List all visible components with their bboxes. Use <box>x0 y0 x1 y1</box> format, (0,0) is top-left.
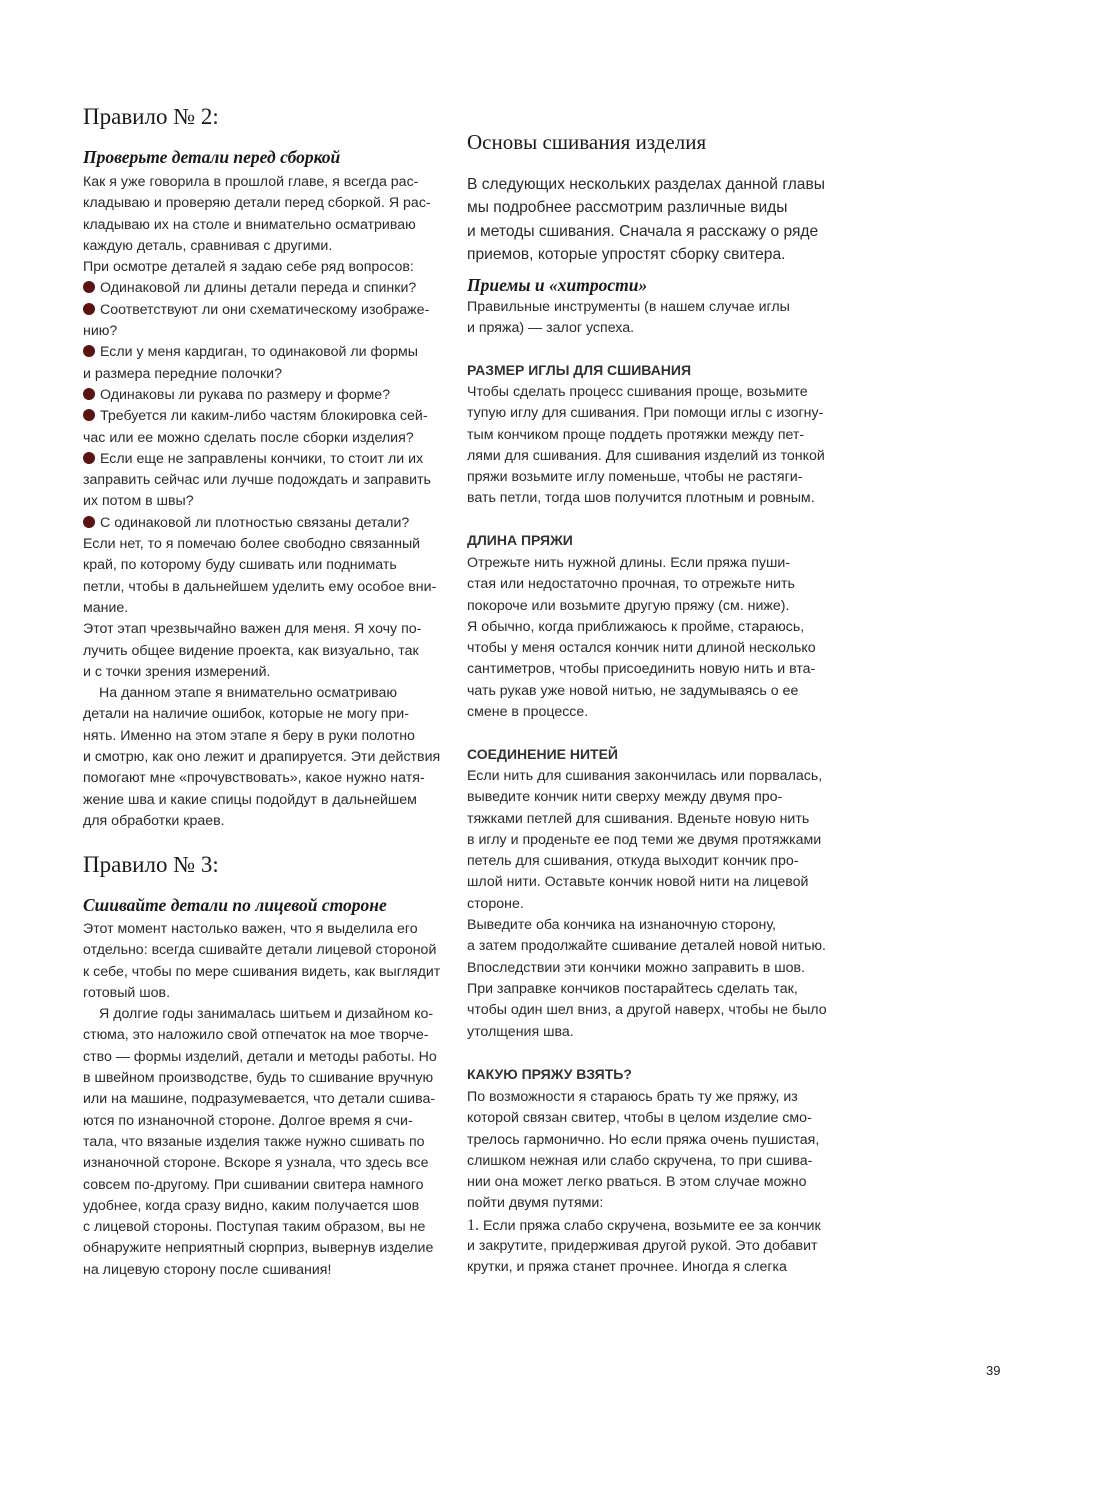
text-line: готовый шов. <box>83 984 171 1001</box>
bullet-dot-icon <box>83 516 95 528</box>
text-line: отдельно: всегда сшивайте детали лицевой стороной <box>83 942 437 959</box>
text-line: слишком нежная или слабо скручена, то при сшива- <box>467 1152 813 1169</box>
text-line: Правильные инструменты (в нашем случае иглы <box>467 299 790 315</box>
rule-3-heading: Правило № 3: <box>83 852 219 877</box>
text-line: Этот момент настолько важен, что я выделила его <box>83 921 418 937</box>
numbered-item-text: крутки, и пряжа станет прочнее. Иногда я слегка <box>467 1259 787 1276</box>
text-line: приемов, которые упростят сборку свитера. <box>467 245 786 263</box>
text-line: которой связан свитер, чтобы в целом изделие смо- <box>467 1110 812 1127</box>
text-line: помогают мне «прочувствовать», какое нужно натя- <box>83 770 425 787</box>
text-line: вать петли, тогда шов получится плотным и ровным. <box>467 490 815 507</box>
numbered-item-text: Если пряжа слабо скручена, возьмите ее за кончик <box>479 1217 821 1234</box>
needle-size-heading: РАЗМЕР ИГЛЫ ДЛЯ СШИВАНИЯ <box>467 362 692 378</box>
text-line: и смотрю, как оно лежит и драпируется. Эти действия <box>83 749 441 766</box>
text-line: кладываю их на столе и внимательно осматриваю <box>83 216 416 233</box>
text-line: мы подробнее рассмотрим различные виды <box>467 199 788 217</box>
text-line: стороне. <box>467 895 524 912</box>
yarn-length-text <box>467 553 816 723</box>
text-line: Если нить для сшивания закончилась или порвалась, <box>467 768 823 784</box>
text-line: Если нет, то я помечаю более свободно связанный <box>83 536 421 553</box>
which-yarn-text <box>467 1087 821 1279</box>
bullet-item-line <box>83 342 440 363</box>
text-line: Я обычно, когда приближаюсь к пройме, стараюсь, <box>467 618 805 635</box>
text-line: Впоследствии эти кончики можно заправить в шов. <box>467 959 805 976</box>
text-line: на лицевую сторону после сшивания! <box>83 1261 332 1278</box>
text-line: и методы сшивания. Сначала я расскажу о ряде <box>467 222 819 240</box>
bullet-item-line <box>83 406 440 427</box>
text-line: лями для сшивания. Для сшивания изделий из тонкой <box>467 447 825 464</box>
text-line: край, по которому буду сшивать или поднимать <box>83 557 397 574</box>
text-line: покороче или возьмите другую пряжу (см. ниже). <box>467 597 790 614</box>
text-line: При осмотре деталей я задаю себе ряд вопросов: <box>83 259 414 276</box>
bullet-text: Одинаковы ли рукава по размеру и форме? <box>100 386 391 403</box>
text-line: пряжи возьмите иглу поменьше, чтобы не растяги- <box>467 469 803 486</box>
tricks-subheading: Приемы и «хитрости» <box>467 275 648 295</box>
bullet-dot-icon <box>83 345 95 357</box>
text-line: Отрежьте нить нужной длины. Если пряжа пуши- <box>467 555 791 571</box>
text-line: или на машине, подразумевается, что детали сшива- <box>83 1091 436 1108</box>
text-line: а затем продолжайте сшивание деталей новой нитью. <box>467 938 826 955</box>
bullet-item-line <box>83 513 440 534</box>
text-line: При заправке кончиков постарайтесь сделать так, <box>467 980 798 997</box>
text-line: Чтобы сделать процесс сшивания проще, возьмите <box>467 384 808 400</box>
text-line: для обработки краев. <box>83 812 225 829</box>
bullet-dot-icon <box>83 452 95 464</box>
bullet-text: Если еще не заправлены кончики, то стоит ли их <box>100 450 424 467</box>
bullet-item-line <box>83 385 440 406</box>
text-line: тым кончиком проще поддеть протяжки между пет- <box>467 426 805 443</box>
text-line: к себе, чтобы по мере сшивания видеть, как выглядит <box>83 963 441 980</box>
text-line: чтобы у меня остался кончик нити длиной несколько <box>467 640 816 657</box>
text-line: трелось гармонично. Но если пряжа очень пушистая, <box>467 1131 820 1148</box>
bullet-dot-icon <box>83 409 95 421</box>
bullet-item-line <box>83 300 440 321</box>
text-line: Выведите оба кончика на изнаночную сторону, <box>467 917 776 934</box>
bullet-item-line <box>83 364 440 385</box>
text-line: удобнее, когда сразу видно, каким получается шов <box>83 1197 420 1214</box>
text-line: жение шва и какие спицы подойдут в дальнейшем <box>83 791 417 808</box>
text-line: в швейном производстве, будь то сшивание вручную <box>83 1070 434 1087</box>
text-line: и пряжа) — залог успеха. <box>467 320 635 337</box>
text-line: совсем по-другому. При сшивании свитера намного <box>83 1176 424 1193</box>
bullet-text: С одинаковой ли плотностью связаны детали? <box>100 514 410 531</box>
numbered-item-line <box>467 1236 821 1257</box>
bullet-item-line <box>83 449 440 470</box>
text-line: пойти двумя путями: <box>467 1195 604 1212</box>
text-line: мание. <box>83 599 129 616</box>
tricks-text <box>467 297 790 340</box>
text-line: тупую иглу для сшивания. При помощи иглы с изогну- <box>467 405 824 422</box>
text-line: смене в процессе. <box>467 704 589 721</box>
rule-3-subheading: Сшивайте детали по лицевой стороне <box>83 895 387 915</box>
bullet-text: Если у меня кардиган, то одинаковой ли формы <box>100 344 418 361</box>
bullet-text: и размера передние полочки? <box>83 365 282 382</box>
rule-2-body <box>83 172 440 832</box>
rule-2-heading: Правило № 2: <box>83 104 219 129</box>
text-line: нии она может легко рваться. В этом случае можно <box>467 1174 807 1191</box>
text-line: в иглу и проденьте ее под теми же двумя протяжками <box>467 831 822 848</box>
text-line: Как я уже говорила в прошлой главе, я всегда рас- <box>83 174 419 190</box>
text-line: стая или недостаточно прочная, то отрежьте нить <box>467 576 795 593</box>
text-line: петель для сшивания, откуда выходит кончик про- <box>467 853 799 870</box>
text-line: чтобы один шел вниз, а другой наверх, чтобы не было <box>467 1002 827 1019</box>
text-line: петли, чтобы в дальнейшем уделить ему особое вни- <box>83 578 437 595</box>
text-line: В следующих нескольких разделах данной главы <box>467 176 825 193</box>
text-line: ство — формы изделий, детали и методы работы. Но <box>83 1048 437 1065</box>
bullet-item-line <box>83 321 440 342</box>
text-line: каждую деталь, сравнивая с другими. <box>83 237 333 254</box>
text-line: и с точки зрения измерений. <box>83 663 271 680</box>
text-line: тяжками петлей для сшивания. Вденьте новую нить <box>467 810 810 827</box>
text-line: детали на наличие ошибок, которые не могу при- <box>83 706 409 723</box>
bullet-text: нию? <box>83 323 118 340</box>
bullet-item-line <box>83 278 440 299</box>
text-line: кладываю и проверяю детали перед сборкой. Я рас- <box>83 195 431 212</box>
bullet-text: час или ее можно сделать после сборки изделия? <box>83 429 414 446</box>
numbered-item-text: и закрутите, придерживая другой рукой. Это добавит <box>467 1238 818 1255</box>
text-line: На данном этапе я внимательно осматриваю <box>99 685 398 702</box>
bullet-item-line <box>83 491 440 512</box>
text-line: тала, что вязаные изделия также нужно сшивать по <box>83 1133 425 1150</box>
text-line: шлой нити. Оставьте кончик новой нити на лицевой <box>467 874 809 891</box>
needle-size-text <box>467 382 825 510</box>
text-line: изнаночной стороне. Вскоре я узнала, что здесь все <box>83 1155 429 1172</box>
intro-paragraph <box>467 173 825 266</box>
text-line: утолщения шва. <box>467 1023 574 1040</box>
bullet-item-line <box>83 428 440 449</box>
text-line: нять. Именно на этом этапе я беру в руки полотно <box>83 727 415 744</box>
yarn-length-heading: ДЛИНА ПРЯЖИ <box>467 532 573 548</box>
page-number: 39 <box>986 1363 1001 1378</box>
section-title: Основы сшивания изделия <box>467 130 707 154</box>
joining-text <box>467 766 827 1043</box>
numbered-item-line <box>467 1215 821 1236</box>
text-line: Я долгие годы занималась шитьем и дизайном ко- <box>99 1006 434 1023</box>
joining-heading: СОЕДИНЕНИЕ НИТЕЙ <box>467 746 618 762</box>
bullet-text: заправить сейчас или лучше подождать и заправить <box>83 472 431 489</box>
bullet-text: Одинаковой ли длины детали переда и спинки? <box>100 280 417 297</box>
bullet-text: их потом в швы? <box>83 493 194 510</box>
list-number: 1. <box>467 1216 479 1234</box>
text-line: Этот этап чрезвычайно важен для меня. Я хочу по- <box>83 621 422 638</box>
text-line: сантиметров, чтобы присоединить новую нить и вта- <box>467 661 816 678</box>
text-line: с лицевой стороны. Поступая таким образом, вы не <box>83 1219 426 1236</box>
rule-2-subheading: Проверьте детали перед сборкой <box>83 147 341 167</box>
text-line: чать рукав уже новой нитью, не задумываясь о ее <box>467 682 799 699</box>
rule-3-body <box>83 919 440 1281</box>
text-line: стюма, это наложило свой отпечаток на мое творче- <box>83 1027 429 1044</box>
bullet-text: Требуется ли каким-либо частям блокировка сей- <box>100 408 428 425</box>
text-line: обнаружите неприятный сюрприз, вывернув изделие <box>83 1240 434 1257</box>
bullet-dot-icon <box>83 281 95 293</box>
which-yarn-heading: КАКУЮ ПРЯЖУ ВЗЯТЬ? <box>467 1066 632 1082</box>
text-line: ются по изнаночной стороне. Долгое время я счи- <box>83 1112 413 1129</box>
text-line: По возможности я стараюсь брать ту же пряжу, из <box>467 1089 798 1105</box>
bullet-item-line <box>83 470 440 491</box>
text-line: выведите кончик нити сверху между двумя про- <box>467 789 783 806</box>
text-line: лучить общее видение проекта, как визуально, так <box>83 642 419 659</box>
bullet-dot-icon <box>83 303 95 315</box>
numbered-item-line <box>467 1257 821 1278</box>
bullet-dot-icon <box>83 388 95 400</box>
bullet-text: Соответствуют ли они схематическому изображе- <box>100 301 430 318</box>
